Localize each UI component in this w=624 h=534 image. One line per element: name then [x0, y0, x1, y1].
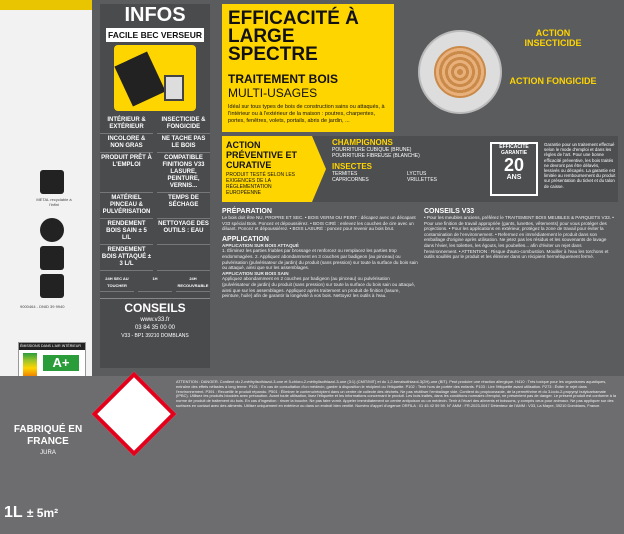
drying-times	[100, 273, 210, 292]
metal-recycle-icon	[40, 170, 64, 194]
chevron-icon	[312, 136, 326, 202]
garantie-text: Garantie pour un traitement effectué selon le mode d'emploi et dans les règles de l'art. Pour une bonne efficacité préventive, les bois traités ne devront pas être délavés, lessivés ou décapés. La garantie est limitée au remboursement du produit sur présentation du ticket et du talon de caisse.	[544, 142, 616, 189]
volume-value: 1L	[4, 504, 23, 521]
preparation-text: Le bois doit être NU, PROPRE ET SEC. • BOIS VERNI OU PEINT : décapez avec un décapant V33 spécial Bois. Poncez et dépoussiérez. • BOIS CIRÉ : enlevez les couches de cire avec un diluant. Poncez et dépoussiérez. • BOIS LASURÉ : poncez pour revenir au bois brut.	[222, 215, 416, 232]
insect-vrillettes: VRILLETTES	[407, 177, 438, 183]
drying-recoat: 24H RECOUVRABLE	[176, 273, 210, 292]
infos-grid	[100, 115, 210, 271]
champ-item-1: POURRITURE CUBIQUE (BRUNE)	[332, 147, 412, 153]
application-title: APPLICATION	[222, 235, 269, 243]
garantie-unit: ANS	[506, 174, 522, 181]
info-rendement-sain: RENDEMENT BOIS SAIN ± 5 L/L	[100, 219, 153, 245]
application-sub1: APPLICATION SUR BOIS ATTAQUÉ	[222, 242, 299, 248]
garantie-value: 20	[503, 155, 525, 175]
info-empty	[157, 245, 210, 271]
header-desc: Idéal sur tous types de bois de construction sains ou attaqués, à l'intérieur ou à l'extérieur de la maison : poutres, charpentes, portes, fenêtres, volets, portails, abris de jardin, ...	[228, 104, 385, 124]
keep-away-children-icon	[40, 218, 64, 242]
drying-touch: 24H SEC AU TOUCHER	[100, 273, 134, 292]
application-sub2: APPLICATION SUR BOIS SAIN	[222, 270, 289, 276]
header-line4: MULTI-USAGES	[228, 86, 318, 100]
info-insecticide: INSECTICIDE & FONGICIDE	[157, 115, 210, 134]
yellow-stripe	[0, 0, 92, 10]
lot-number: 9000464 - DNID 39 9940	[20, 304, 65, 309]
info-ne-tache-pas: NE TACHE PAS LE BOIS	[157, 134, 210, 153]
insectes-title: INSECTES	[332, 162, 373, 171]
insect-termites: TERMITES	[332, 171, 358, 177]
read-label-icon	[40, 246, 64, 270]
info-sechage: TEMPS DE SÉCHAGE	[157, 193, 210, 219]
made-label: FABRIQUÉ EN FRANCE	[13, 424, 83, 447]
wood-cross-section-icon	[418, 30, 502, 114]
info-materiel: MATÉRIEL PINCEAU & PULVÉRISATION	[100, 193, 153, 219]
drying-note: 1H	[138, 273, 172, 292]
conseils-phone[interactable]: 03 84 35 00 00	[134, 325, 176, 331]
action-fongicide: ACTION FONGICIDE	[509, 76, 597, 86]
metal-label: METAL recyclable à l'infini	[36, 197, 72, 207]
infos-title: INFOS	[124, 4, 186, 26]
garantie-badge	[490, 142, 538, 196]
conseils-web[interactable]: www.v33.fr	[140, 317, 170, 323]
conseils-title: CONSEILS	[100, 298, 210, 315]
info-compatible: COMPATIBLE FINITIONS V33 LASURE, PEINTURE, VERNIS...	[157, 153, 210, 193]
conseils-v33-section	[424, 208, 616, 260]
trash-bin-icon	[40, 274, 64, 298]
header-line3: TRAITEMENT BOIS	[228, 72, 338, 86]
bec-verseur-label: FACILE BEC VERSEUR	[108, 30, 202, 40]
insect-lyctus: LYCTUS	[407, 171, 427, 177]
champignons-block	[332, 138, 482, 183]
garantie-label: EFFICACITÉ GARANTIE	[499, 144, 529, 156]
wood-rings	[434, 46, 486, 98]
made-in-france	[4, 424, 92, 456]
action-insecticide: ACTION INSECTICIDE	[524, 28, 582, 48]
jura-label: JURA	[40, 450, 56, 456]
volume-block	[4, 504, 94, 522]
champ-item-2: POURRITURE FIBREUSE (BLANCHE)	[332, 153, 420, 159]
preparation-section	[222, 208, 418, 299]
emission-title: ÉMISSIONS DANS L'AIR INTÉRIEUR	[19, 343, 85, 350]
insectes-list	[332, 171, 482, 183]
info-pret-emploi: PRODUIT PRÊT À L'EMPLOI	[100, 153, 153, 193]
emission-grade: A+	[43, 355, 79, 371]
action-band	[222, 136, 618, 202]
infos-column	[100, 4, 210, 368]
bucket-icon	[164, 75, 184, 101]
header-line2: LARGE SPECTRE	[228, 26, 318, 65]
info-incolore: INCOLORE & NON GRAS	[100, 134, 153, 153]
application-text1: 1. Éliminez les parties friables par brossage et renforcez ou remplacez les parties trop endommagées. 2. Appliquez abondamment en 3 couches par badigeon (au pinceau) ou pulvérisation (pulvérisateur de jardin) du produit (sans pression) sur toute la surface du bois sain ou attaqué, ainsi que sur les assemblages.	[222, 248, 418, 271]
preparation-title: PRÉPARATION	[222, 208, 272, 215]
info-interieur: INTÉRIEUR & EXTÉRIEUR	[100, 115, 153, 134]
info-rendement-attaque: RENDEMENT BOIS ATTAQUÉ ± 3 L/L	[100, 245, 153, 271]
coverage-value: ± 5m²	[26, 506, 59, 520]
insect-capricornes: CAPRICORNES	[332, 177, 369, 183]
application-text2: Appliquez abondamment en 2 couches par badigeon (au pinceau) ou pulvérisation (pulvérisateur de jardin) du produit (sans pression) sur toute la surface du bois sain ou attaqué, ainsi que sur les assemblages. Appliquez après traitement un produit de finition (lasure, peinture, huile) afin de garantir la longévité à vos bois. Nettoyez les outils à l'eau.	[222, 276, 416, 299]
conseils-v33-text: • Pour les meubles anciens, préférez le TRAITEMENT BOIS MEUBLES & PARQUETS V33. • Pour une finition de travail appropriée (gants, lunettes, vêtements) pour vous protéger des projections. • Pour les applications en extérieur, protégez la zone de travail pour éviter la contamination de l'environnement. • Refermez en immédiatement le produit dans son emballage d'origine après utilisation. Ne jetez pas les résidus et les souvenants de lavage dans l'évier, les toilettes, les égouts, les poubelles... afin d'éviter un rejet dans l'environnement. • ATTENTION : Risque d'auto-combustion. Mouiller à l'eau les torchons et outils souillés par le produit et les éliminer dans un récipient hermétiquement fermé.	[424, 215, 614, 260]
header-line1: EFFICACITÉ À	[228, 8, 359, 29]
can-illustration	[114, 45, 196, 111]
preventive-sub: PRODUIT TESTÉ SELON LES EXIGENCES DE LA RÉGLEMENTATION EUROPÉENNE	[226, 172, 296, 196]
champignons-title: CHAMPIGNONS	[332, 138, 393, 147]
conseils-address: V33 - BP1 39210 DOMBLANS	[121, 333, 189, 339]
conseils-v33-title: CONSEILS V33	[424, 208, 475, 215]
can-icon	[114, 51, 165, 106]
warning-text-main: ATTENTION : DANGER. Contient du 2-méthylisothiazol-3-one et 5-chloro-2-méthylisothiazol-3-one (3:1) (CMIT/MIT) et du 1,2-benzisothiazol-3(2H)-one (BIT). Peut produire une réaction allergique. H410 : Très toxique pour les organismes aquatiques, entraîne des effets néfastes à long terme. P101 : En cas de consultation d'un médecin, garder à disposition le récipient ou l'étiquette. P102 : Tenir hors de portée des enfants. P103 : Lire l'étiquette avant utilisation. P273 : Éviter le rejet dans l'environnement. P391 : Recueillir le produit répandu. P501 : Éliminer le contenu/récipient dans un centre de collecte des déchets. Ne pas réutiliser l'emballage vide. Contient du propiconazole, de la perméthrine et du 3-iodo-2-propynyl butylcarbamate (IPBC). Utilisez les produits biocides avec précaution. Avant toute utilisation, lisez l'étiquette et les informations concernant le produit. Les bois traités, dans les conditions normales d'emploi, ne présentent pas de danger. Le présent produit est conforme à la norme de produit de traitement du bois. En cas d'ingestion : rincer la bouche. Ne pas faire vomir. Appeler immédiatement un centre antipoison ou un médecin. Tenir à l'écart des aliments et boissons, y compris ceux pour animaux. Ne pas appliquer sur des surfaces en contact avec des aliments. Utiliser uniquement en extérieur ou dans un endroit bien ventilé. Numéro d'appel d'urgence ORFILA : 01 45 42 59 59. N° AMM : FR-2023-0047 Détenteur de l'AMM : V33, La Mayre, 39210 Domblans, France.	[176, 379, 617, 408]
header-block	[222, 4, 394, 132]
preventive-block	[222, 136, 312, 202]
preventive-title: ACTION PRÉVENTIVE ET CURATIVE	[226, 140, 298, 170]
info-nettoyage: NETTOYAGE DES OUTILS : EAU	[157, 219, 210, 245]
